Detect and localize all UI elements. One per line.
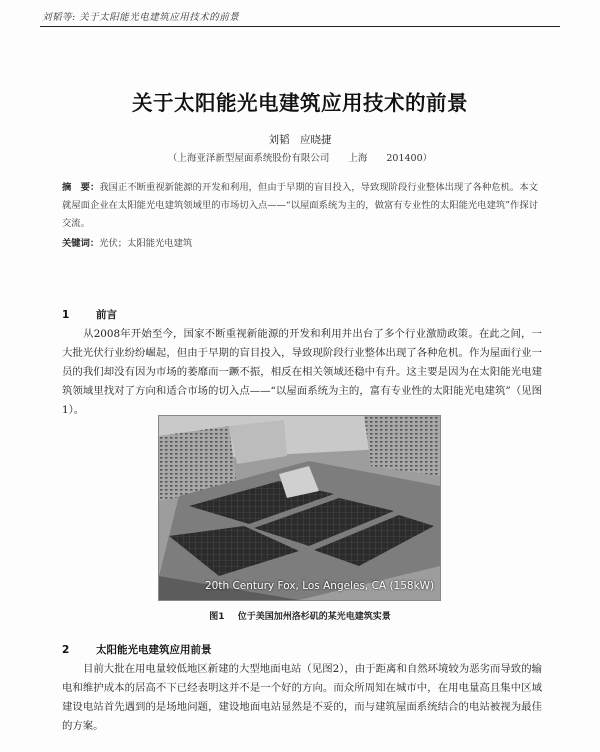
paper-affiliation: （上海亚泽新型屋面系统股份有限公司 上海 201400） (167, 153, 433, 164)
abstract-label: 摘 要： (62, 182, 100, 193)
section-2-title: 太阳能光电建筑应用前景 (96, 644, 212, 656)
section-1-paragraph (62, 325, 542, 420)
section-2-paragraph (62, 660, 542, 736)
figure-1-photo (158, 415, 441, 601)
keywords (62, 235, 538, 249)
abstract-text: 我国正不断重视新能源的开发和利用，但由于早期的盲目投入，导致现阶段行业整体出现了各种危机。本文就屋面企业在太阳能光电建筑领域里的市场切入点——“以屋面系统为主的，做富有专业性的太阳能光电建筑”作探讨交流。 (62, 182, 538, 229)
photo-caption: 20th Century Fox, Los Angeles, CA (158kW) (205, 580, 435, 592)
section-1-title: 前言 (96, 309, 117, 321)
keywords-text: 光伏；太阳能光电建筑 (99, 238, 193, 249)
building-rooftop-photo (159, 416, 440, 600)
keywords-label: 关键词： (62, 238, 100, 249)
section-1-text: 从2008年开始至今，国家不断重视新能源的开发和利用并出台了多个行业激励政策。在此之间，一大批光伏行业纷纷崛起，但由于早期的盲目投入，导致现阶段行业整体出现了各种危机。作为屋面行业一员的我们却没有因为市场的萎靡而一蹶不振，相反在相关领域还稳中有升。这主要是因为在太阳能光电建筑领域里找对了方向和适合市场的切入点——“以屋面系统为主的，富有专业性的太阳能光电建筑”（见图1）。 (62, 328, 542, 416)
section-1-heading (62, 307, 117, 322)
section-1-number: 1 (62, 309, 70, 321)
section-2-text: 目前大批在用电量较低地区新建的大型地面电站（见图2），由于距离和自然环境较为恶劣而导致的输电和维护成本的居高不下已经表明这并不是一个好的方向。而众所周知在城市中，在用电量高且集中区域建设电站首先遇到的是场地问题，建设地面电站显然是不妥的，而与建筑屋面系统结合的电站被视为最佳的方案。 (62, 663, 542, 732)
section-2-number: 2 (62, 644, 70, 656)
paper-authors: 刘韬 应晓捷 (268, 134, 332, 146)
figure-1-caption (0, 609, 600, 622)
header-rule (40, 26, 560, 27)
section-2-heading (62, 642, 212, 657)
running-header: 刘韬等: 关于太阳能光电建筑应用技术的前景 (42, 12, 240, 23)
figure-1-label: 图1 (209, 612, 225, 622)
paper-title: 关于太阳能光电建筑应用技术的前景 (132, 91, 468, 115)
abstract (62, 179, 538, 233)
figure-1-caption-text: 位于美国加州洛杉矶的某光电建筑实景 (237, 612, 391, 622)
